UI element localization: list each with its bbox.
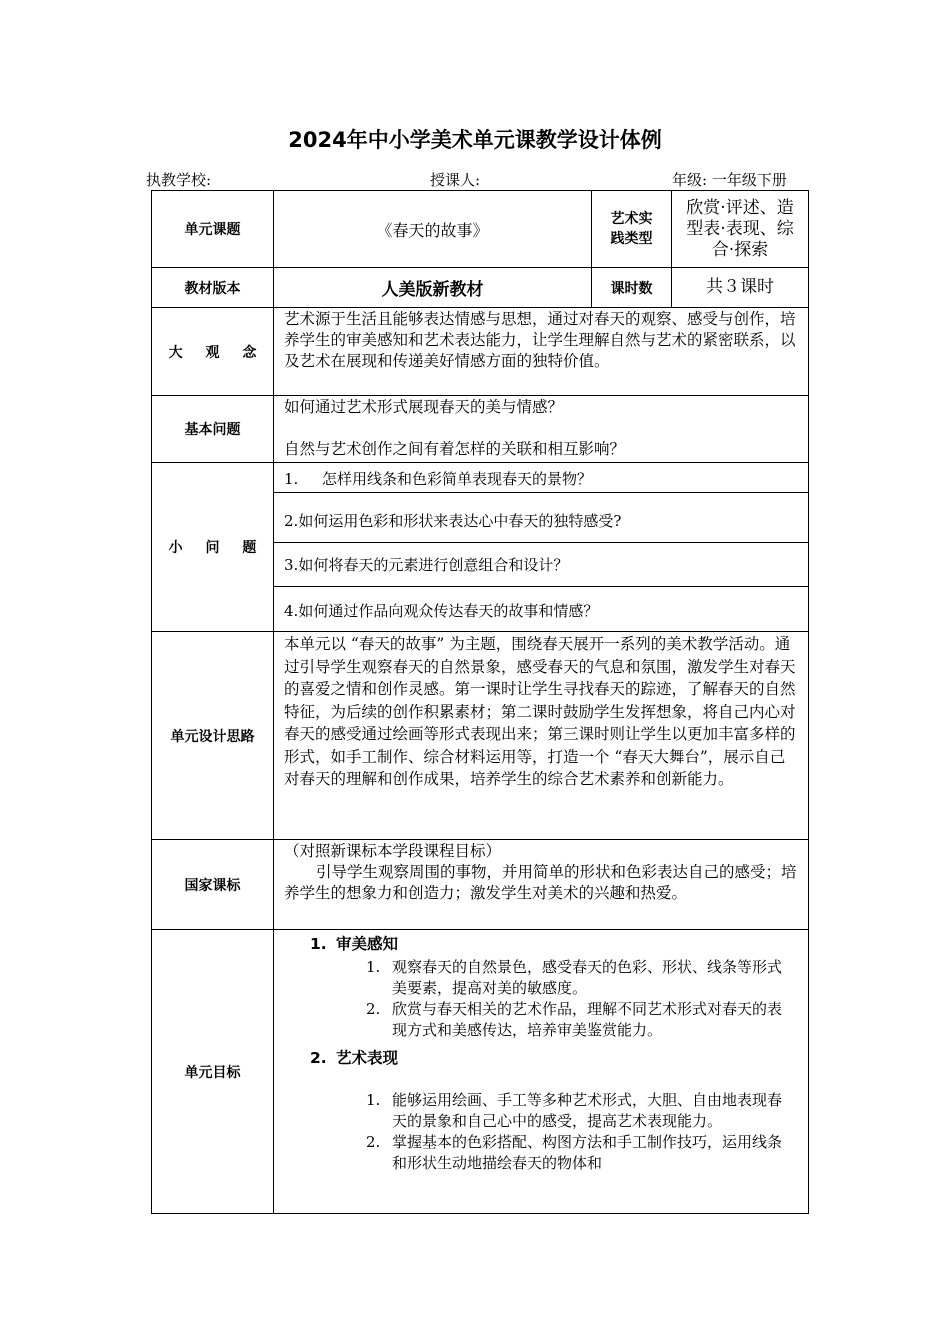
row-national-standard — [152, 840, 809, 930]
basic-questions-cell — [274, 396, 809, 463]
goal-1-item-2: 2. 欣赏与春天相关的艺术作品，理解不同艺术形式对春天的表现方式和美感传达，培养审美鉴赏能力。 — [366, 1000, 783, 1039]
basic-questions-label: 基本问题 — [152, 396, 274, 463]
lesson-plan-table — [151, 190, 809, 1214]
row-design-idea — [152, 632, 809, 840]
design-idea-label: 单元设计思路 — [152, 632, 274, 840]
row-big-idea — [152, 308, 809, 396]
basic-question-2: 自然与艺术创作之间有着怎样的关联和相互影响？ — [284, 440, 626, 458]
grade-label: 年级: 一年级下册 — [672, 171, 787, 189]
small-question-2: 2.如何运用色彩和形状来表达心中春天的独特感受? — [274, 493, 808, 543]
design-idea-text: 本单元以 “春天的故事” 为主题，围绕春天展开一系列的美术教学活动。通过引导学生观察春天的自然景象，感受春天的气息和氛围，激发学生对春天的喜爱之情和创作灵感。第一课时让学生寻找春天的踪迹，了解春天的自然特征，为后续的创作积累素材；第二课时鼓励学生发挥想象，将自己内心对春天的感受通过绘画等形式表现出来；第三课时则让学生以更加丰富多样的形式，如手工制作、综合材料运用等，打造一个 “春天大舞台”，展示自己对春天的理解和创作成果，培养学生的综合艺术素养和创新能力。 — [274, 632, 809, 840]
goal-1-item-1: 1. 观察春天的自然景色，感受春天的色彩、形状、线条等形式美要素，提高对美的敏感度。 — [366, 958, 783, 997]
national-standard-cell — [274, 840, 809, 930]
small-questions-label: 小 问 题 — [152, 463, 274, 632]
goal-section-2-heading: 2. 艺术表现 — [310, 1049, 399, 1067]
school-label: 执教学校: — [146, 171, 212, 189]
big-idea-label: 大 观 念 — [152, 308, 274, 396]
practice-type-label: 艺术实践类型 — [592, 191, 672, 268]
page-title: 2024年中小学美术单元课教学设计体例 — [288, 128, 662, 152]
hours-value: 共３课时 — [672, 268, 809, 308]
small-question-4: 4.如何通过作品向观众传达春天的故事和情感？ — [284, 602, 599, 620]
teacher-label: 授课人: — [430, 171, 481, 189]
edition-value: 人美版新教材 — [274, 268, 592, 308]
national-standard-label: 国家课标 — [152, 840, 274, 930]
row-unit-goals — [152, 930, 809, 1214]
big-idea-text: 艺术源于生活且能够表达情感与思想，通过对春天的观察、感受与创作，培养学生的审美感知和艺术表达能力，让学生理解自然与艺术的紧密联系，以及艺术在展现和传递美好情感方面的独特价值。 — [274, 308, 809, 396]
goal-section-1-heading: 1. 审美感知 — [310, 935, 399, 953]
small-question-1: 1. 怎样用线条和色彩简单表现春天的景物？ — [274, 463, 808, 493]
goal-2-item-2: 2. 掌握基本的色彩搭配、构图方法和手工制作技巧，运用线条和形状生动地描绘春天的物体和 — [366, 1133, 783, 1172]
hours-label: 课时数 — [592, 268, 672, 308]
goal-2-item-1: 1. 能够运用绘画、手工等多种艺术形式，大胆、自由地表现春天的景象和自己心中的感受，提高艺术表现能力。 — [366, 1091, 783, 1130]
unit-goals-label: 单元目标 — [152, 930, 274, 1214]
unit-topic-label: 单元课题 — [152, 191, 274, 268]
unit-topic-value: 《春天的故事》 — [274, 191, 592, 268]
row-small-questions — [152, 463, 809, 632]
basic-question-1: 如何通过艺术形式展现春天的美与情感？ — [284, 398, 564, 416]
national-standard-note: （对照新课标本学段课程目标） — [284, 842, 502, 860]
national-standard-text: 引导学生观察周围的事物，并用简单的形状和色彩表达自己的感受；培养学生的想象力和创造力；激发学生对美术的兴趣和热爱。 — [284, 863, 797, 902]
edition-label: 教材版本 — [152, 268, 274, 308]
small-question-3: 3.如何将春天的元素进行创意组合和设计？ — [274, 543, 808, 587]
small-questions-cell — [274, 463, 809, 632]
practice-type-value: 欣赏·评述、造型表·表现、综合·探索 — [672, 191, 809, 268]
row-basic-questions — [152, 396, 809, 463]
row-edition — [152, 268, 809, 308]
row-unit-topic — [152, 191, 809, 268]
unit-goals-cell — [274, 930, 809, 1214]
